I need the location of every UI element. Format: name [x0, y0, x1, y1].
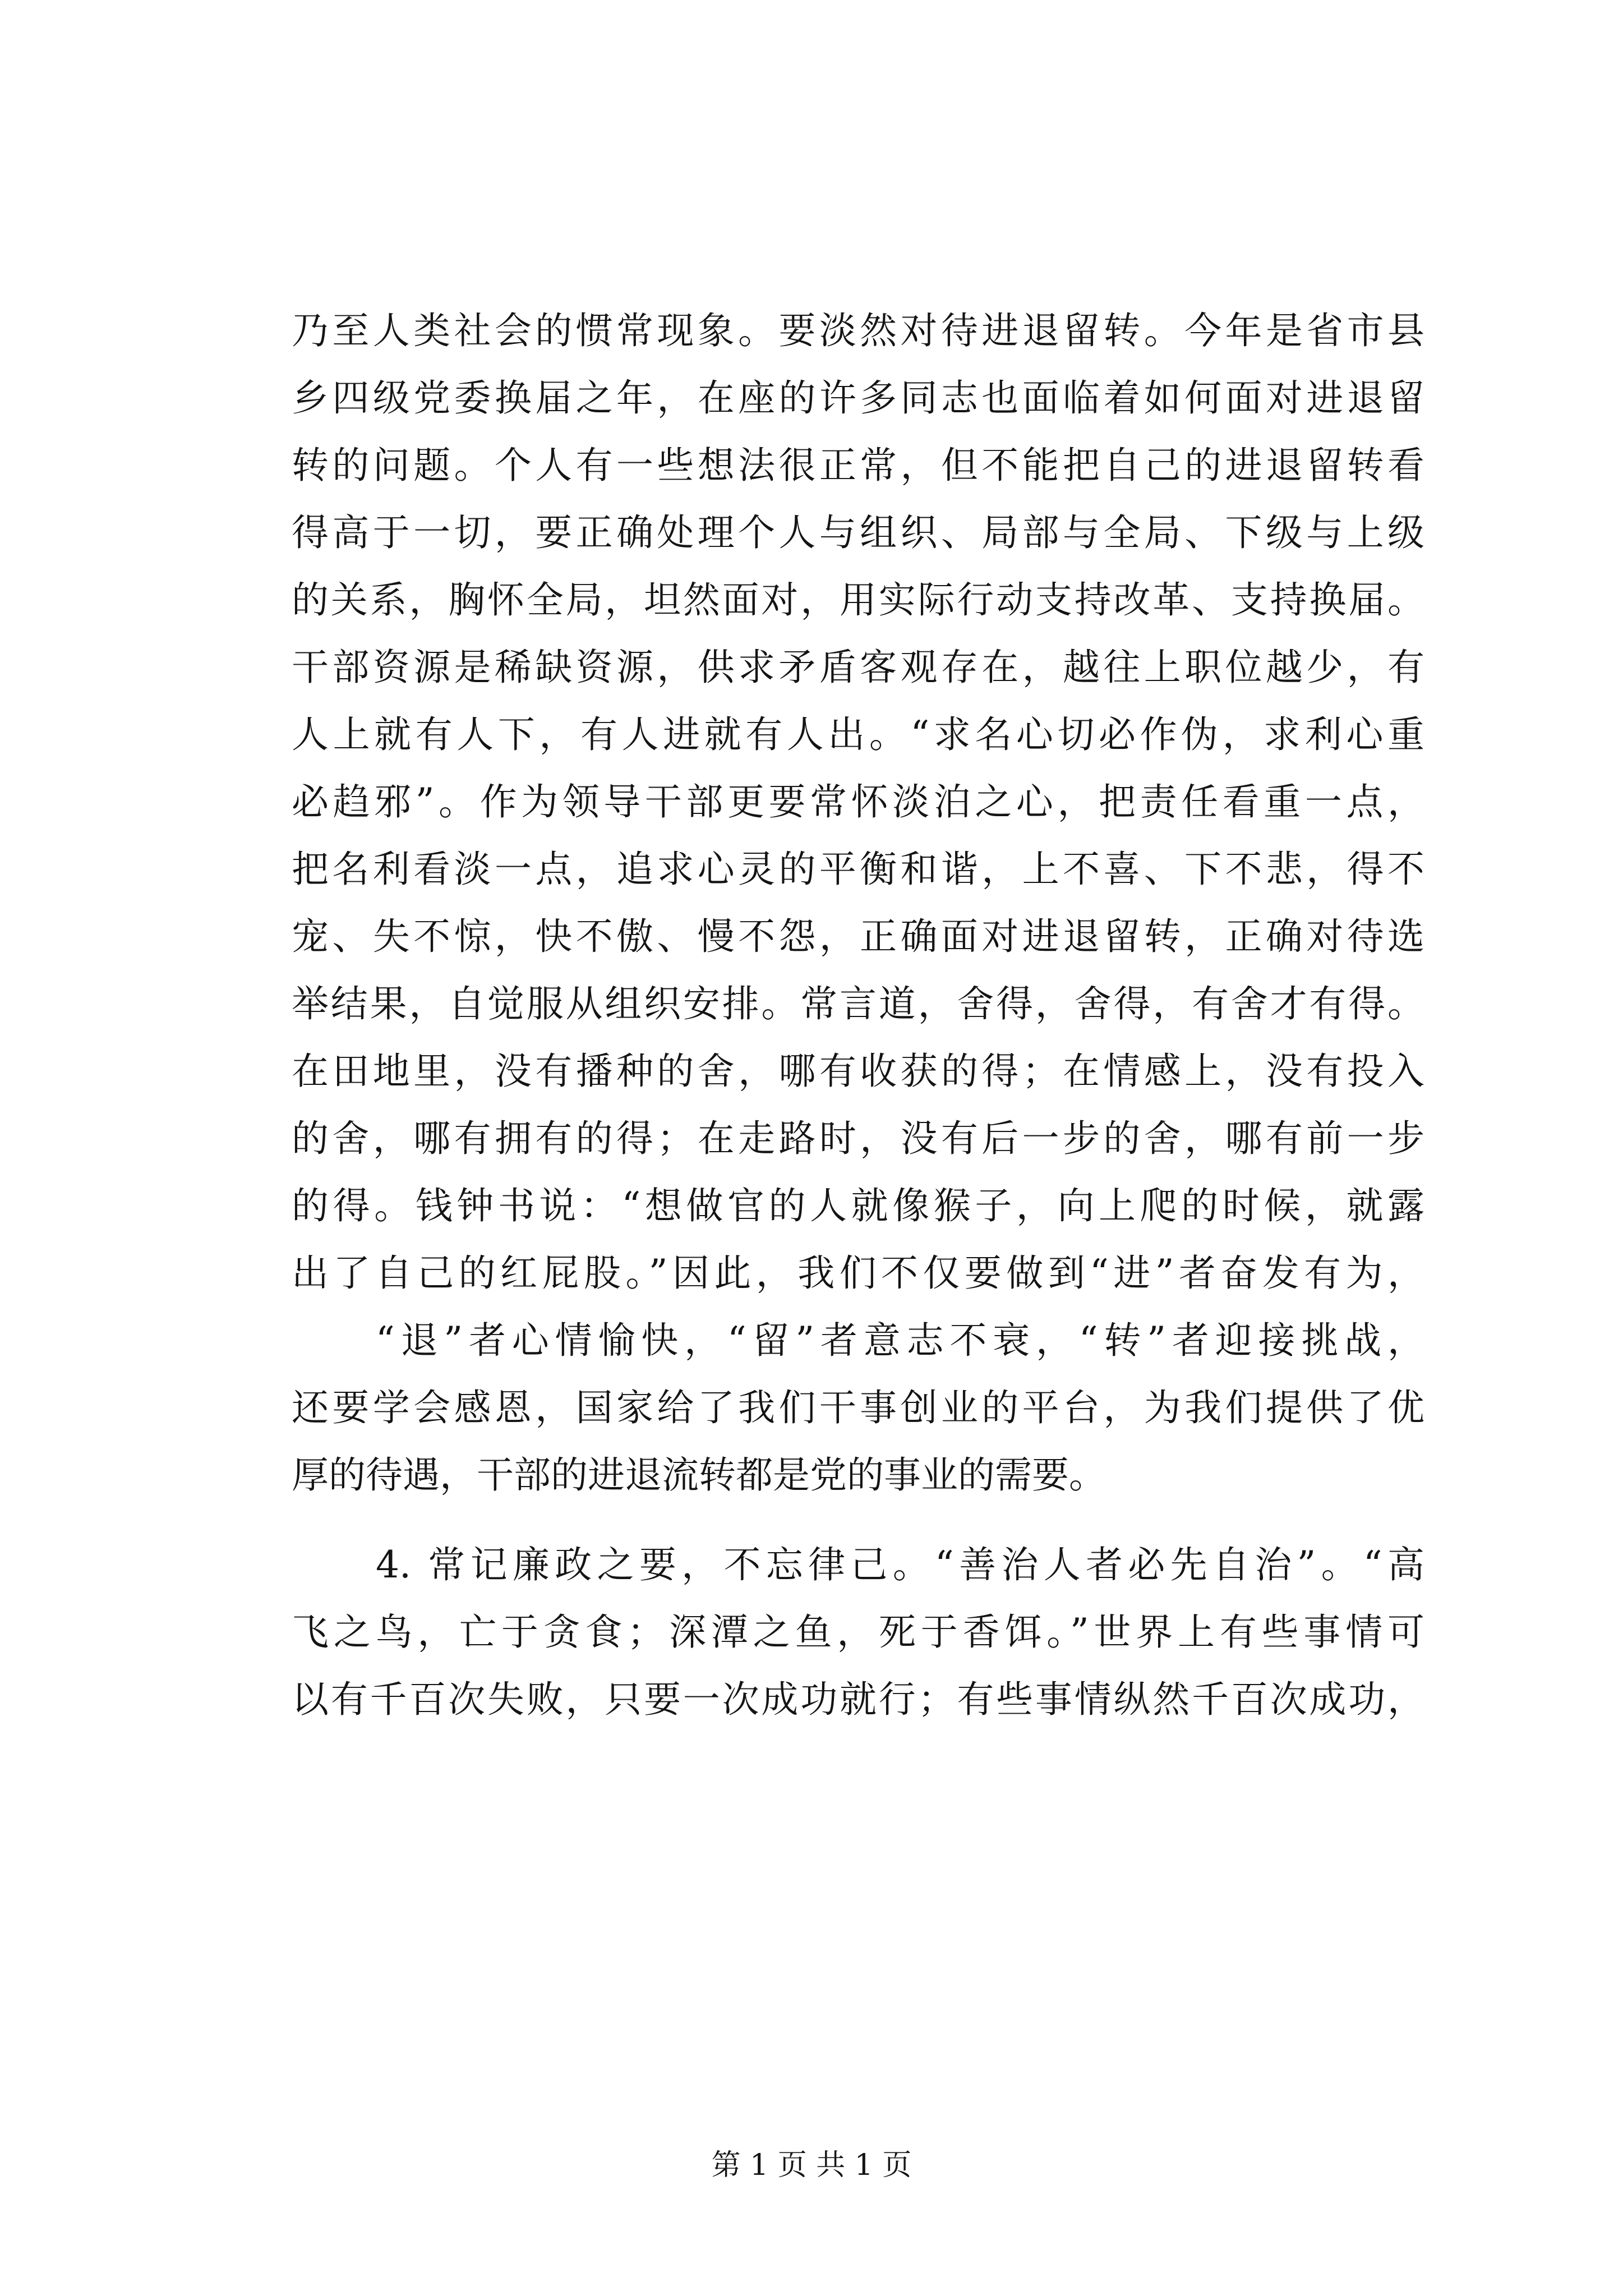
paragraph-gap [292, 1509, 1424, 1531]
text-line: 在田地里，没有播种的舍，哪有收获的得；在情感上，没有投入 [292, 1050, 1424, 1093]
text-line: 出了自己的红屁股。”因此，我们不仅要做到“进”者奋发有为， [292, 1251, 1424, 1295]
text-line: 得高于一切，要正确处理个人与组织、局部与全局、下级与上级 [292, 511, 1424, 554]
text-line: 人上就有人下，有人进就有人出。“求名心切必作伪，求利心重 [292, 713, 1424, 756]
text-line: 的得。钱钟书说：“想做官的人就像猴子，向上爬的时候，就露 [292, 1184, 1424, 1227]
text-line: 把名利看淡一点，追求心灵的平衡和谐，上不喜、下不悲，得不 [292, 848, 1424, 891]
text-line: 厚的待遇，干部的进退流转都是党的事业的需要。 [292, 1453, 1106, 1497]
text-line: 必趋邪”。作为领导干部更要常怀淡泊之心，把责任看重一点， [292, 780, 1424, 823]
text-line: 举结果，自觉服从组织安排。常言道，舍得，舍得，有舍才有得。 [292, 982, 1424, 1025]
text-line: 以有千百次失败，只要一次成功就行；有些事情纵然千百次成功， [292, 1678, 1424, 1721]
page-footer: 第 1 页 共 1 页 [711, 2148, 912, 2182]
text-line: “退”者心情愉快，“留”者意志不衰，“转”者迎接挑战， [376, 1319, 1424, 1362]
text-line: 4. 常记廉政之要，不忘律己。“善治人者必先自治”。“高 [376, 1543, 1424, 1586]
text-line: 乃至人类社会的惯常现象。要淡然对待进退留转。今年是省市县 [292, 309, 1424, 352]
text-line: 的舍，哪有拥有的得；在走路时，没有后一步的舍，哪有前一步 [292, 1117, 1424, 1160]
text-line: 宠、失不惊，快不傲、慢不怨，正确面对进退留转，正确对待选 [292, 915, 1424, 958]
text-line: 转的问题。个人有一些想法很正常，但不能把自己的进退留转看 [292, 444, 1424, 487]
text-line: 的关系，胸怀全局，坦然面对，用实际行动支持改革、支持换届。 [292, 578, 1424, 622]
text-line: 飞之鸟，亡于贪食；深潭之鱼，死于香饵。”世界上有些事情可 [292, 1611, 1424, 1654]
text-line: 还要学会感恩，国家给了我们干事创业的平台，为我们提供了优 [292, 1386, 1424, 1429]
text-line: 乡四级党委换届之年，在座的许多同志也面临着如何面对进退留 [292, 376, 1424, 420]
body-text [292, 297, 1424, 1733]
text-line: 干部资源是稀缺资源，供求矛盾客观存在，越往上职位越少，有 [292, 646, 1424, 689]
